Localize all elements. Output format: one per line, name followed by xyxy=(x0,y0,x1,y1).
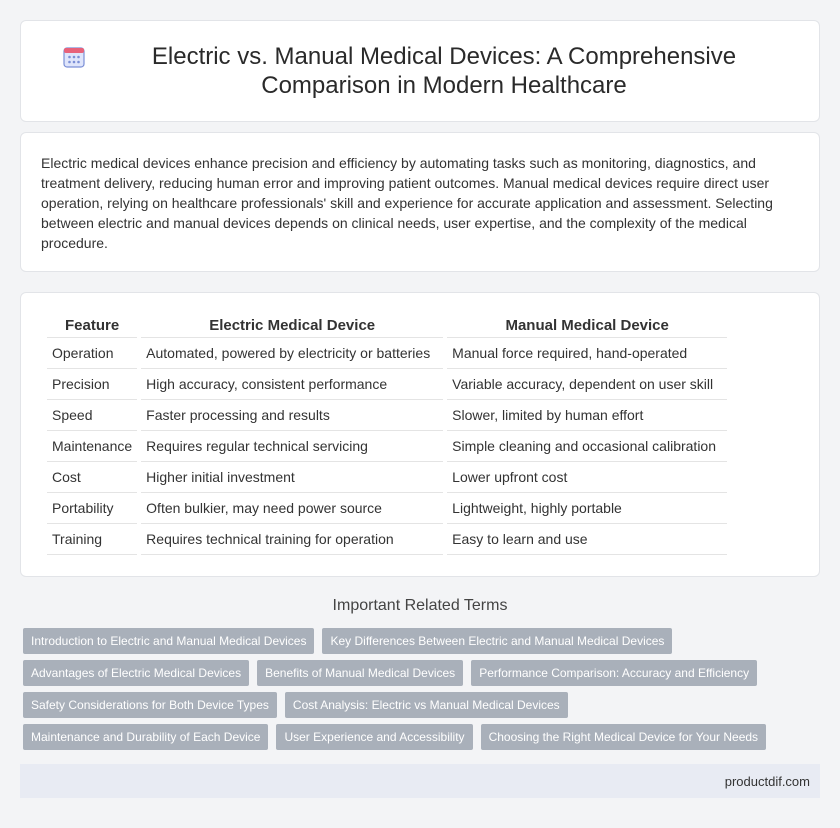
cell-electric: Automated, powered by electricity or batteries xyxy=(141,338,443,369)
cell-electric: Often bulkier, may need power source xyxy=(141,493,443,524)
intro-card xyxy=(20,132,820,272)
related-term-tag[interactable]: Choosing the Right Medical Device for Your Needs xyxy=(481,724,766,750)
table-row xyxy=(47,493,727,524)
cell-electric: High accuracy, consistent performance xyxy=(141,369,443,400)
intro-text: Electric medical devices enhance precision and efficiency by automating tasks such as monitoring, diagnostics, and treatment delivery, reducing human error and improving patient outcomes. Manual medical devices require direct user operation, relying on healthcare professionals' skill and experience for accurate application and assessment. Selecting between electric and manual devices depends on clinical needs, user expertise, and the complexity of the medical procedure. xyxy=(41,155,773,251)
table-row xyxy=(47,462,727,493)
table-row xyxy=(47,400,727,431)
footer-site[interactable]: productdif.com xyxy=(724,773,810,789)
table-row xyxy=(47,369,727,400)
cell-manual: Lightweight, highly portable xyxy=(447,493,727,524)
related-term-tag[interactable]: Performance Comparison: Accuracy and Efficiency xyxy=(471,660,757,686)
cell-manual: Easy to learn and use xyxy=(447,524,727,555)
cell-feature: Portability xyxy=(47,493,137,524)
related-term-tag[interactable]: Benefits of Manual Medical Devices xyxy=(257,660,463,686)
table-row xyxy=(47,524,727,555)
cell-electric: Higher initial investment xyxy=(141,462,443,493)
related-term-tag[interactable]: Cost Analysis: Electric vs Manual Medical Devices xyxy=(285,692,568,718)
table-header-row xyxy=(47,313,727,338)
comparison-card xyxy=(20,292,820,577)
cell-electric: Requires technical training for operation xyxy=(141,524,443,555)
cell-manual: Slower, limited by human effort xyxy=(447,400,727,431)
cell-feature: Cost xyxy=(47,462,137,493)
related-terms-tags xyxy=(20,628,820,750)
related-term-tag[interactable]: Maintenance and Durability of Each Device xyxy=(23,724,268,750)
cell-feature: Operation xyxy=(47,338,137,369)
cell-electric: Faster processing and results xyxy=(141,400,443,431)
comparison-table xyxy=(43,313,731,555)
cell-manual: Variable accuracy, dependent on user skill xyxy=(447,369,727,400)
cell-manual: Manual force required, hand-operated xyxy=(447,338,727,369)
cell-feature: Precision xyxy=(47,369,137,400)
cell-manual: Lower upfront cost xyxy=(447,462,727,493)
page-title: Electric vs. Manual Medical Devices: A Comprehensive Comparison in Modern Healthcare xyxy=(151,43,737,99)
cell-feature: Training xyxy=(47,524,137,555)
related-term-tag[interactable]: Advantages of Electric Medical Devices xyxy=(23,660,249,686)
header-manual: Manual Medical Device xyxy=(447,313,727,338)
related-term-tag[interactable]: User Experience and Accessibility xyxy=(276,724,472,750)
title-card xyxy=(20,20,820,122)
cell-electric: Requires regular technical servicing xyxy=(141,431,443,462)
footer xyxy=(20,764,820,798)
header-feature: Feature xyxy=(47,313,137,338)
table-row xyxy=(47,431,727,462)
related-term-tag[interactable]: Introduction to Electric and Manual Medical Devices xyxy=(23,628,314,654)
related-terms-section xyxy=(20,597,820,750)
header-electric: Electric Medical Device xyxy=(141,313,443,338)
related-terms-title: Important Related Terms xyxy=(332,597,508,614)
related-term-tag[interactable]: Key Differences Between Electric and Manual Medical Devices xyxy=(322,628,672,654)
calendar-icon xyxy=(61,44,87,70)
cell-manual: Simple cleaning and occasional calibration xyxy=(447,431,727,462)
title-wrap xyxy=(61,42,779,100)
table-row xyxy=(47,338,727,369)
cell-feature: Speed xyxy=(47,400,137,431)
related-term-tag[interactable]: Safety Considerations for Both Device Types xyxy=(23,692,277,718)
cell-feature: Maintenance xyxy=(47,431,137,462)
